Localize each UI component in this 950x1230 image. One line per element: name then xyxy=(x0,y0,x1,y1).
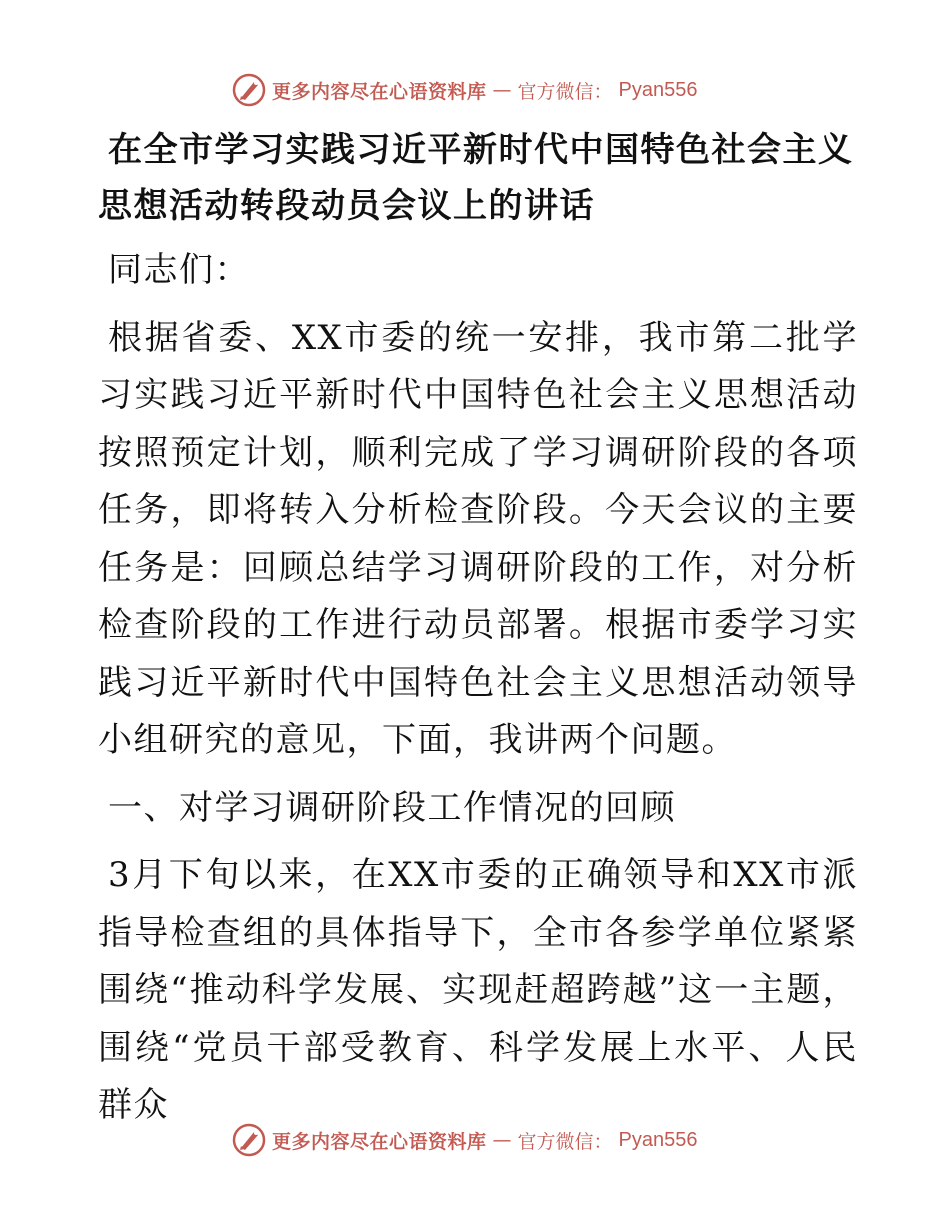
watermark-site-text: 更多内容尽在心语资料库 xyxy=(272,1130,487,1153)
paragraph-2: 3月下旬以来，在XX市委的正确领导和XX市派指导检查组的具体指导下，全市各参学单位紧紧围绕“推动科学发展、实现赶超跨越”这一主题，围绕“党员干部受教育、科学发展上水平、人民群众 xyxy=(98,855,858,1125)
document-title xyxy=(98,122,858,234)
paragraph-1: 根据省委、XX市委的统一安排，我市第二批学习实践习近平新时代中国特色社会主义思想活动按照预定计划，顺利完成了学习调研阶段的各项任务，即将转入分析检查阶段。今天会议的主要任务是：回顾总结学习调研阶段的工作，对分析检查阶段的工作进行动员部署。根据市委学习实践习近平新时代中国特色社会主义思想活动领导小组研究的意见，下面，我讲两个问题。 xyxy=(98,317,858,760)
watermark-wechat-label: 官方微信： xyxy=(517,80,613,103)
title-line-2: 思想活动转段动员会议上的讲话 xyxy=(98,186,595,226)
watermark-banner-bottom xyxy=(232,1120,698,1160)
watermark-separator: — xyxy=(492,79,512,101)
watermark-site-text: 更多内容尽在心语资料库 xyxy=(272,80,487,103)
section-heading-1: 一、对学习调研阶段工作情况的回顾 xyxy=(108,787,676,828)
watermark-account: Pyan556 xyxy=(618,1128,698,1151)
watermark-account: Pyan556 xyxy=(618,78,698,101)
document-body xyxy=(98,122,858,1145)
salutation: 同志们： xyxy=(108,250,250,290)
watermark-separator: — xyxy=(492,1129,512,1151)
quill-pen-logo-icon xyxy=(232,1123,266,1157)
watermark-wechat-label: 官方微信： xyxy=(517,1130,613,1153)
watermark-banner-top xyxy=(232,70,698,110)
title-line-1: 在全市学习实践习近平新时代中国特色社会主义 xyxy=(108,130,854,170)
quill-pen-logo-icon xyxy=(232,73,266,107)
